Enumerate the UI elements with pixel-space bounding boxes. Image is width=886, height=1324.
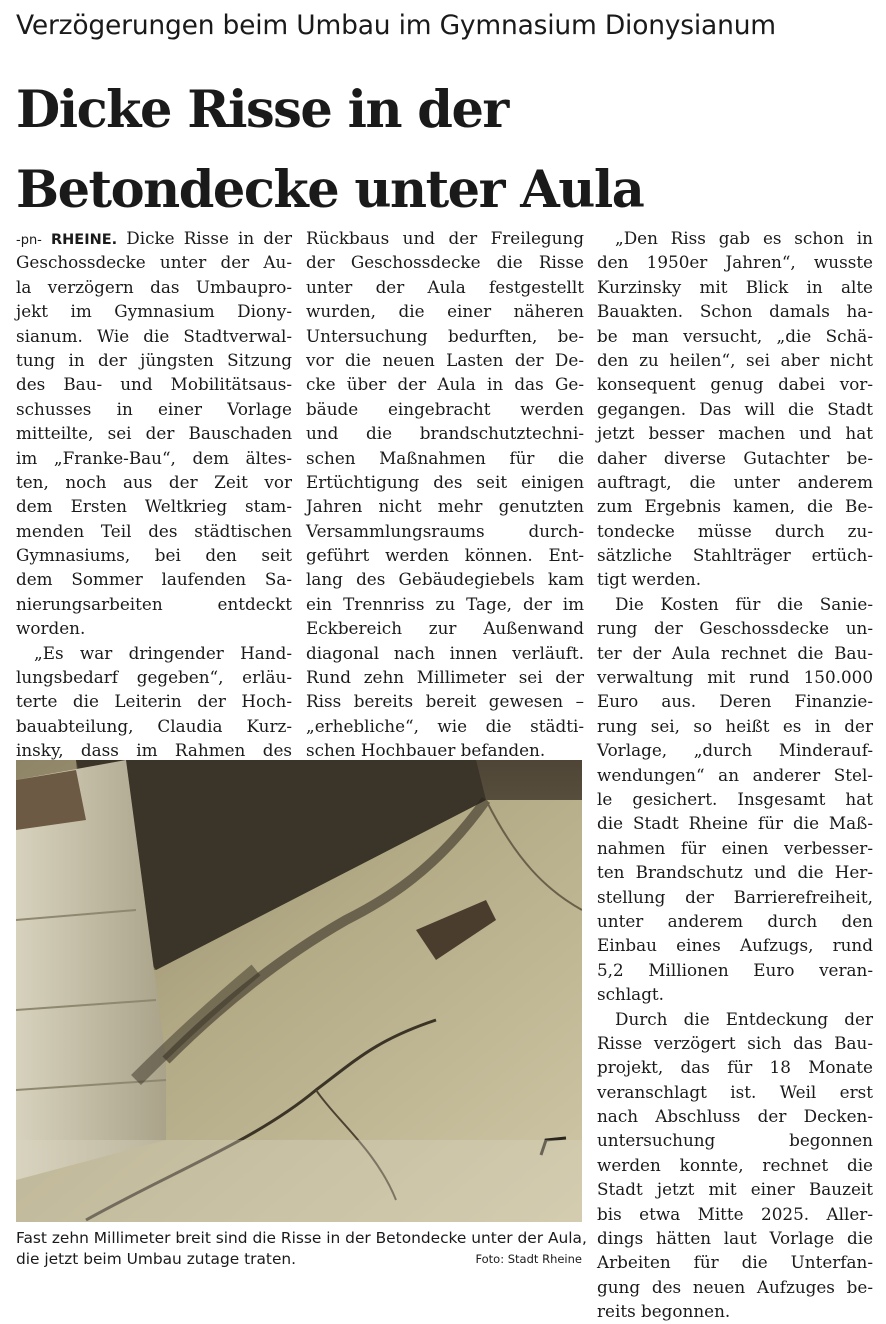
column-line: veranschlagt ist. Weil erst bbox=[597, 1081, 873, 1102]
column-line: verwaltung mit rund 150.000 bbox=[597, 667, 873, 688]
column-line: ter der Aula rechnet die Bau- bbox=[597, 642, 873, 663]
column-line: rung der Geschossdecke un- bbox=[597, 618, 873, 639]
column-line: Jahren nicht mehr genutzten bbox=[306, 496, 584, 517]
column-line: der Geschossdecke die Risse bbox=[306, 252, 584, 273]
column-line: Kurzinsky mit Blick in alte bbox=[597, 276, 873, 297]
column-line: dings hätten laut Vorlage die bbox=[597, 1228, 873, 1249]
column-line: le gesichert. Insgesamt hat bbox=[597, 788, 873, 809]
caption-line: die jetzt beim Umbau zutage traten. bbox=[16, 1250, 297, 1268]
column-line: schen Hochbauer befanden. bbox=[306, 740, 546, 761]
column-line: geführt werden können. Ent- bbox=[306, 545, 584, 566]
column-line: schen Maßnahmen für die bbox=[306, 447, 584, 468]
column-line: bis etwa Mitte 2025. Aller- bbox=[597, 1203, 873, 1224]
column-line: vor die neuen Lasten der De- bbox=[306, 349, 584, 370]
column-line: wendungen“ an anderer Stel- bbox=[597, 764, 873, 785]
column-line: la verzögern das Umbaupro- bbox=[16, 276, 292, 297]
column-line: nierungsarbeiten entdeckt bbox=[16, 593, 292, 614]
column-line: tigt werden. bbox=[597, 569, 702, 590]
column-line: dem Sommer laufenden Sa- bbox=[16, 569, 292, 590]
column-line: Riss bereits bereit gewesen – bbox=[306, 691, 584, 712]
column-line: wurden, die einer näheren bbox=[306, 301, 584, 322]
column-line: des Bau- und Mobilitätsaus- bbox=[16, 374, 292, 395]
column-line: Die Kosten für die Sanie- bbox=[615, 593, 873, 614]
column-line: zum Ergebnis kamen, die Be- bbox=[597, 496, 873, 517]
column-line: tung in der jüngsten Sitzung bbox=[16, 349, 292, 370]
column-line: stellung der Barrierefreiheit, bbox=[597, 886, 873, 907]
column-line: „Es war dringender Hand- bbox=[34, 642, 292, 663]
column-line: ten Brandschutz und die Her- bbox=[597, 862, 873, 883]
column-line: lungsbedarf gegeben“, erläu- bbox=[16, 667, 292, 688]
column-line: im „Franke-Bau“, dem ältes- bbox=[16, 447, 292, 468]
column-line: Rund zehn Millimeter sei der bbox=[306, 667, 584, 688]
column-line: be man versucht, „die Schä- bbox=[597, 325, 873, 346]
column-line: Stadt jetzt mit einer Bauzeit bbox=[597, 1179, 873, 1200]
headline-line: Betondecke unter Aula bbox=[16, 160, 644, 220]
column-line: Versammlungsraums durch- bbox=[306, 520, 584, 541]
column-line: Rückbaus und der Freilegung bbox=[306, 228, 584, 248]
article-column-2 bbox=[306, 226, 584, 763]
column-line: 5,2 Millionen Euro veran- bbox=[597, 959, 873, 980]
column-line: insky, dass im Rahmen des bbox=[16, 740, 292, 761]
column-line: mitteilte, sei der Bauschaden bbox=[16, 423, 292, 444]
column-line: rung sei, so heißt es in der bbox=[597, 715, 873, 736]
article-column-1 bbox=[16, 226, 292, 763]
column-line: Bauakten. Schon damals ha- bbox=[597, 301, 873, 322]
author-tag: -pn- bbox=[16, 233, 42, 248]
column-line: auftragt, die unter anderem bbox=[597, 471, 873, 492]
column-line: lang des Gebäudegiebels kam bbox=[306, 569, 584, 590]
column-line: Gymnasiums, bei den seit bbox=[16, 545, 292, 566]
column-line: Risse verzögert sich das Bau- bbox=[597, 1032, 873, 1053]
photo-caption bbox=[16, 1228, 587, 1270]
column-line: schlagt. bbox=[597, 984, 665, 1005]
column-line bbox=[16, 226, 292, 250]
column-line: terte die Leiterin der Hoch- bbox=[16, 691, 292, 712]
column-line: worden. bbox=[16, 618, 86, 639]
column-line: ein Trennriss zu Tage, der im bbox=[306, 593, 584, 614]
caption-line: Fast zehn Millimeter breit sind die Risse in der Betondecke unter der Aula, bbox=[16, 1229, 587, 1247]
column-line: menden Teil des städtischen bbox=[16, 520, 292, 541]
column-line: ten, noch aus der Zeit vor bbox=[16, 471, 292, 492]
column-line: unter der Aula festgestellt bbox=[306, 276, 584, 297]
column-line: jetzt besser machen und hat bbox=[597, 423, 873, 444]
column-line: Vorlage, „durch Minderauf- bbox=[597, 740, 873, 761]
column-line: die Stadt Rheine für die Maß- bbox=[597, 813, 873, 834]
column-line: Geschossdecke unter der Au- bbox=[16, 252, 292, 273]
column-line: werden konnte, rechnet die bbox=[597, 1154, 873, 1175]
column-line: untersuchung begonnen bbox=[597, 1130, 873, 1151]
column-line: schusses in einer Vorlage bbox=[16, 398, 292, 419]
column-line: konsequent genug dabei vor- bbox=[597, 374, 873, 395]
dateline: RHEINE. bbox=[51, 232, 118, 248]
article-photo bbox=[16, 760, 582, 1222]
photo-credit: Foto: Stadt Rheine bbox=[475, 1252, 582, 1266]
column-line: nahmen für einen verbesser- bbox=[597, 837, 873, 858]
column-line: Euro aus. Deren Finanzie- bbox=[597, 691, 873, 712]
column-line: nach Abschluss der Decken- bbox=[597, 1106, 873, 1127]
photo-crack-in-concrete bbox=[16, 760, 582, 1222]
column-line: dem Ersten Weltkrieg stam- bbox=[16, 496, 292, 517]
column-line: bauabteilung, Claudia Kurz- bbox=[16, 715, 292, 736]
column-line: den 1950er Jahren“, wusste bbox=[597, 252, 873, 273]
column-line: „Den Riss gab es schon in bbox=[615, 228, 873, 248]
column-line: Einbau eines Aufzugs, rund bbox=[597, 935, 873, 956]
lead-text: Dicke Risse in der bbox=[126, 228, 292, 248]
column-line: sianum. Wie die Stadtverwal- bbox=[16, 325, 292, 346]
column-line: daher diverse Gutachter be- bbox=[597, 447, 873, 468]
column-line: unter anderem durch den bbox=[597, 910, 873, 931]
column-line: sätzliche Stahlträger ertüch- bbox=[597, 545, 873, 566]
column-line: „erhebliche“, wie die städti- bbox=[306, 715, 584, 736]
column-line: reits begonnen. bbox=[597, 1301, 731, 1322]
column-line: Ertüchtigung des seit einigen bbox=[306, 471, 584, 492]
column-line: gegangen. Das will die Stadt bbox=[597, 398, 873, 419]
column-line: gung des neuen Aufzuges be- bbox=[597, 1276, 873, 1297]
article-column-3 bbox=[597, 226, 873, 1324]
column-line: den zu heilen“, sei aber nicht bbox=[597, 349, 873, 370]
column-line: cke über der Aula in das Ge- bbox=[306, 374, 584, 395]
column-line: jekt im Gymnasium Diony- bbox=[16, 301, 292, 322]
headline-line: Dicke Risse in der bbox=[16, 80, 508, 140]
column-line: Durch die Entdeckung der bbox=[615, 1008, 873, 1029]
column-line: und die brandschutztechni- bbox=[306, 423, 584, 444]
column-line: Untersuchung bedurften, be- bbox=[306, 325, 584, 346]
column-line: bäude eingebracht werden bbox=[306, 398, 584, 419]
article-kicker: Verzögerungen beim Umbau im Gymnasium Dionysianum bbox=[16, 10, 776, 41]
column-line: tondecke müsse durch zu- bbox=[597, 520, 873, 541]
column-line: Eckbereich zur Außenwand bbox=[306, 618, 584, 639]
article-headline bbox=[16, 70, 643, 230]
column-line: projekt, das für 18 Monate bbox=[597, 1057, 873, 1078]
column-line: Arbeiten für die Unterfan- bbox=[597, 1252, 873, 1273]
column-line: diagonal nach innen verläuft. bbox=[306, 642, 584, 663]
